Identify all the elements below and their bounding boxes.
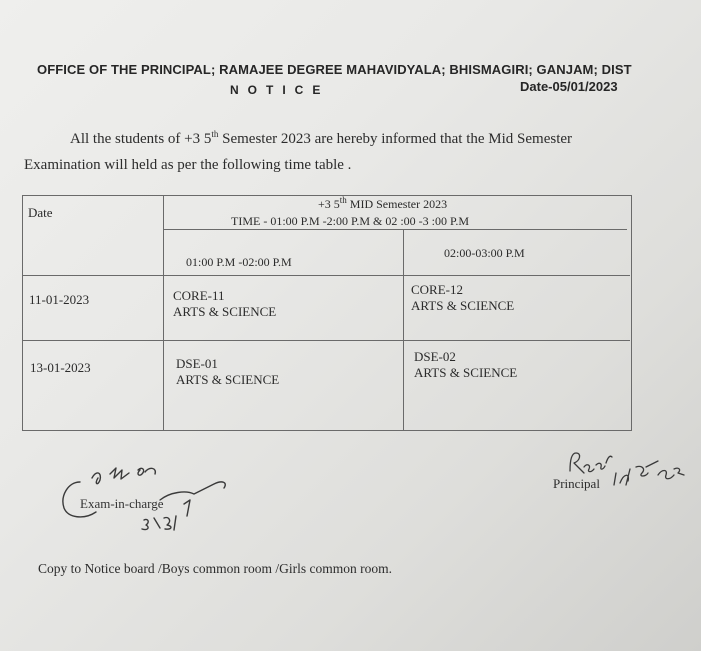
- slot-1-header: 01:00 P.M -02:00 P.M: [186, 255, 292, 269]
- exam-in-charge-label: Exam-in-charge: [80, 496, 164, 511]
- table-title-ordinal: th: [339, 195, 347, 205]
- row-1-date: 11-01-2023: [29, 292, 90, 307]
- row-2-date: 13-01-2023: [30, 360, 91, 375]
- row-1-slot-2-stream: ARTS & SCIENCE: [411, 298, 515, 313]
- notice-title: NOTICE: [230, 83, 330, 97]
- intro-ordinal: th: [211, 129, 219, 139]
- row-1-slot-1-stream: ARTS & SCIENCE: [173, 304, 277, 319]
- intro-text-a: All the students of +3 5: [70, 131, 212, 147]
- copy-to-line: Copy to Notice board /Boys common room /Girls common room.: [38, 561, 392, 576]
- slot-2-header: 02:00-03:00 P.M: [444, 246, 525, 260]
- row-2-slot-1-stream: ARTS & SCIENCE: [176, 372, 280, 387]
- table-title-b: MID Semester 2023: [346, 197, 448, 211]
- time-line: TIME - 01:00 P.M -2:00 P.M & 02 :00 -3 :00 P.M: [231, 214, 470, 228]
- table-title-a: +3 5: [318, 197, 340, 211]
- principal-label: Principal: [553, 476, 600, 491]
- table-rule: [163, 196, 164, 430]
- office-header: OFFICE OF THE PRINCIPAL; RAMAJEE DEGREE MAHAVIDYALA; BHISMAGIRI; GANJAM; DIST: [37, 62, 632, 77]
- table-rule: [22, 275, 630, 276]
- notice-date: Date-05/01/2023: [520, 79, 618, 94]
- table-rule: [163, 229, 627, 230]
- table-title: [318, 197, 447, 212]
- table-rule: [403, 229, 404, 430]
- intro-line-1: [70, 131, 572, 148]
- date-column-header: Date: [28, 205, 53, 220]
- row-2-slot-2-stream: ARTS & SCIENCE: [414, 365, 518, 380]
- intro-line-2: Examination will held as per the following time table .: [24, 157, 352, 173]
- row-1-slot-2-paper: CORE-12: [411, 282, 463, 297]
- table-rule: [22, 340, 630, 341]
- row-1-slot-1-paper: CORE-11: [173, 288, 225, 303]
- time-table: [22, 195, 632, 431]
- row-2-slot-1-paper: DSE-01: [176, 356, 218, 371]
- intro-text-b: Semester 2023 are hereby informed that the Mid Semester: [218, 131, 573, 147]
- row-2-slot-2-paper: DSE-02: [414, 349, 456, 364]
